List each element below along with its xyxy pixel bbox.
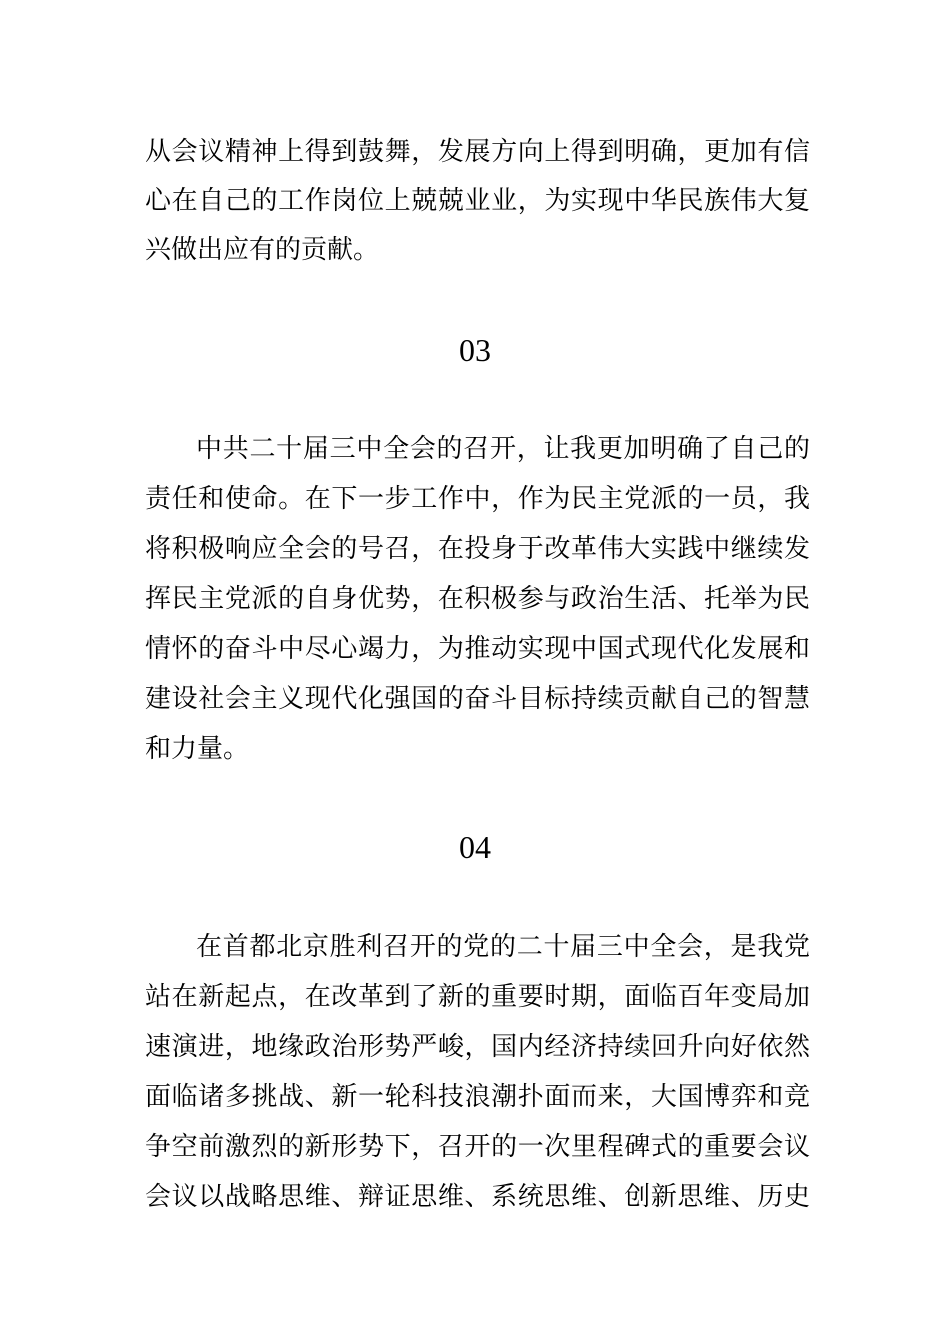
paragraph-line: 将积极响应全会的号召，在投身于改革伟大实践中继续发 bbox=[145, 534, 810, 564]
paragraph-line: 会议以战略思维、辩证思维、系统思维、创新思维、历史 bbox=[145, 1182, 810, 1212]
paragraph-line: 心在自己的工作岗位上兢兢业业，为实现中华民族伟大复 bbox=[145, 186, 810, 216]
paragraph-line: 速演进，地缘政治形势严峻，国内经济持续回升向好依然 bbox=[145, 1032, 810, 1062]
section-heading-04: 04 bbox=[459, 829, 491, 865]
paragraph-line: 兴做出应有的贡献。 bbox=[145, 235, 380, 265]
paragraph-line: 从会议精神上得到鼓舞，发展方向上得到明确，更加有信 bbox=[145, 137, 810, 167]
paragraph-line: 中共二十届三中全会的召开，让我更加明确了自己的 bbox=[196, 434, 810, 464]
paragraph-line: 建设社会主义现代化强国的奋斗目标持续贡献自己的智慧 bbox=[145, 684, 810, 714]
paragraph-line: 面临诸多挑战、新一轮科技浪潮扑面而来，大国博弈和竞 bbox=[145, 1082, 810, 1112]
paragraph-line: 站在新起点，在改革到了新的重要时期，面临百年变局加 bbox=[145, 982, 810, 1012]
paragraph-line: 在首都北京胜利召开的党的二十届三中全会，是我党 bbox=[196, 932, 810, 962]
paragraph-line: 争空前激烈的新形势下，召开的一次里程碑式的重要会议 bbox=[145, 1132, 810, 1162]
paragraph-line: 和力量。 bbox=[145, 734, 250, 764]
paragraph-line: 挥民主党派的自身优势，在积极参与政治生活、托举为民 bbox=[145, 584, 810, 614]
paragraph-line: 责任和使命。在下一步工作中，作为民主党派的一员，我 bbox=[145, 484, 810, 514]
paragraph-line: 情怀的奋斗中尽心竭力，为推动实现中国式现代化发展和 bbox=[145, 634, 810, 664]
section-heading-03: 03 bbox=[459, 332, 491, 368]
